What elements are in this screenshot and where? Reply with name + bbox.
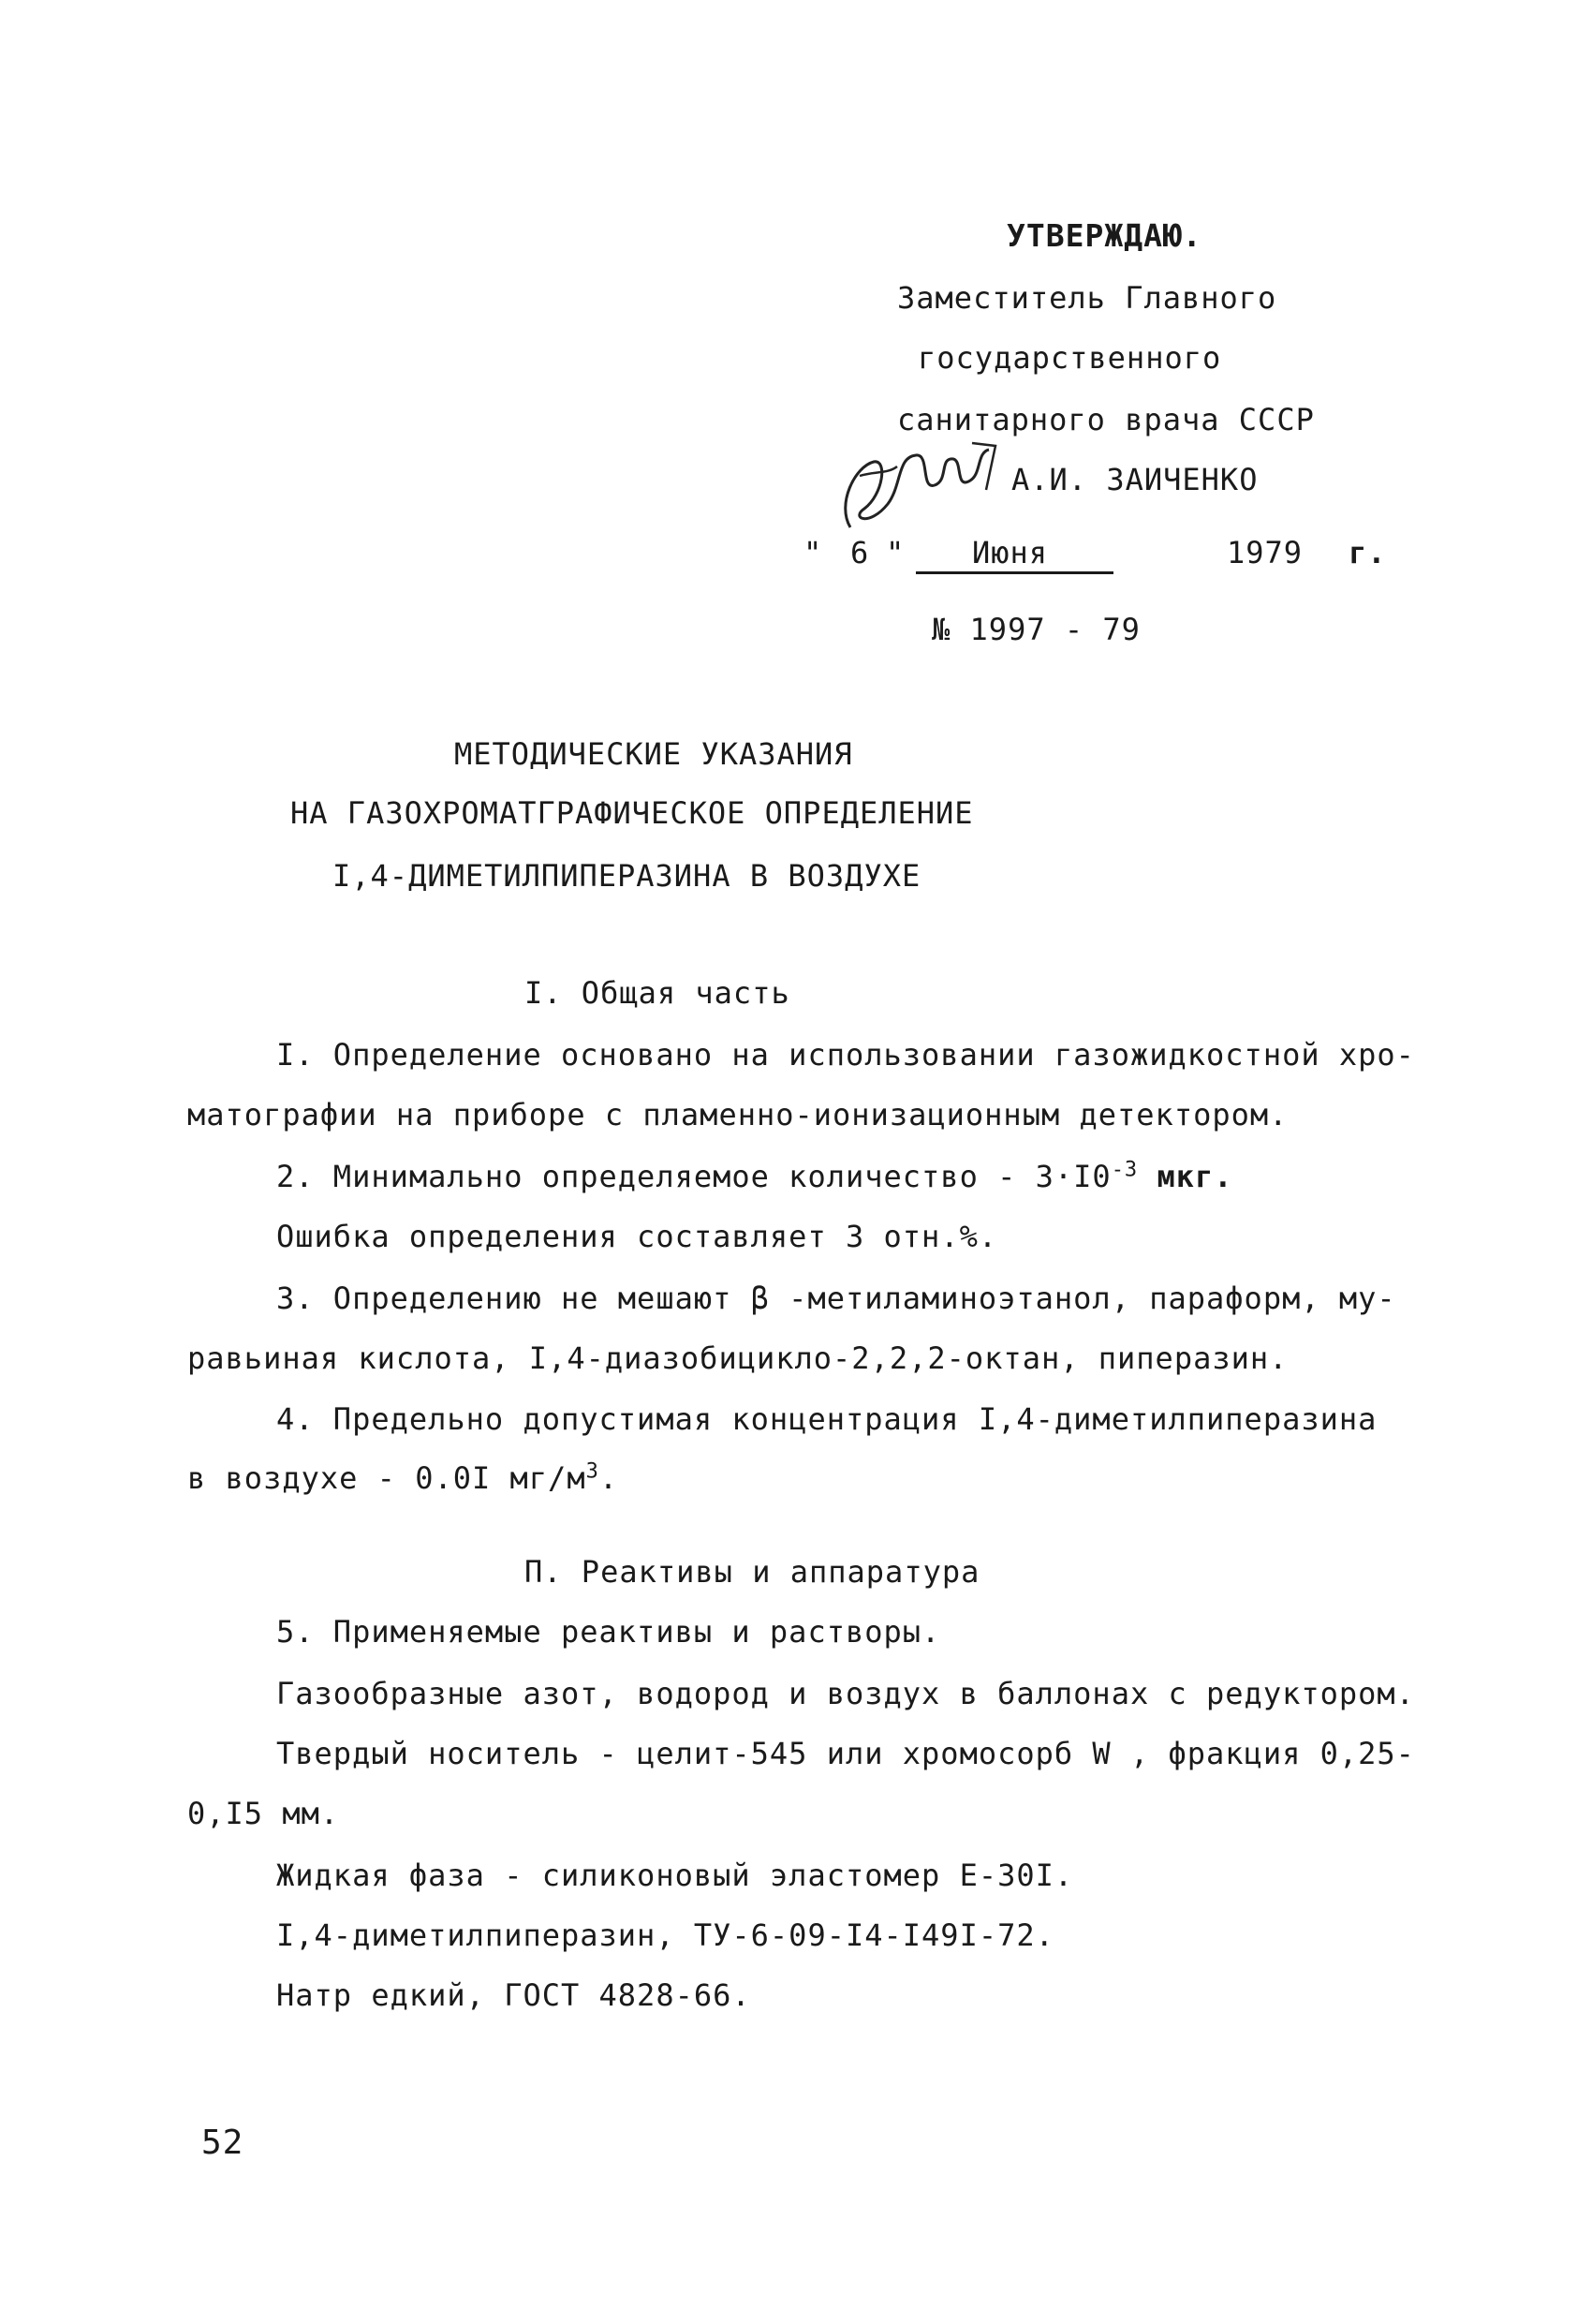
approve-word: УТВЕРЖДАЮ. — [1007, 217, 1202, 254]
p1-line-2: матографии на приборе с пламенно-ионизационным детектором. — [187, 1097, 1289, 1132]
date-month-line — [916, 534, 1113, 574]
date-quote-open: " — [803, 535, 823, 570]
p2-error: Ошибка определения составляет 3 отн.%. — [276, 1219, 998, 1254]
carrier-line-1: Твердый носитель - целит-545 или хромосорб W , фракция 0,25- — [276, 1736, 1415, 1771]
signature — [832, 438, 1019, 541]
p4-text: в воздухе - 0.0I мг/м — [187, 1460, 586, 1496]
p2-line — [276, 1158, 1233, 1195]
carrier-line-2: 0,I5 мм. — [187, 1796, 340, 1831]
p2-text: 2. Минимально определяемое количество - 3·I0 — [276, 1159, 1112, 1194]
approver-name: А.И. ЗАИЧЕНКО — [1011, 462, 1259, 497]
p4-line-1: 4. Предельно допустимая концентрация I,4-диметилпиперазина — [276, 1401, 1378, 1437]
reagent-line: I,4-диметилпиперазин, ТУ-6-09-I4-I49I-72. — [276, 1917, 1054, 1953]
gases-line: Газообразные азот, водород и воздух в баллонах с редуктором. — [276, 1676, 1415, 1711]
p5-line: 5. Применяемые реактивы и растворы. — [276, 1614, 941, 1650]
p4-line-2 — [187, 1459, 618, 1497]
p2-unit: мкг. — [1138, 1159, 1233, 1194]
p1-line-1: I. Определение основано на использовании газожидкостной хро- — [276, 1037, 1415, 1073]
p3-line-1: 3. Определению не мешают β -метиламиноэтанол, параформ, му- — [276, 1280, 1396, 1316]
title-line-2: НА ГАЗОХРОМАТГРАФИЧЕСКОЕ ОПРЕДЕЛЕНИЕ — [290, 795, 974, 831]
date-quote-close: " — [886, 535, 906, 570]
p4-period: . — [598, 1460, 619, 1496]
date-year-suffix: г. — [1349, 535, 1387, 570]
title-line-3: I,4-ДИМЕТИЛПИПЕРАЗИНА В ВОЗДУХЕ — [332, 858, 921, 894]
document-number: № 1997 - 79 — [932, 612, 1141, 647]
date-month: Июня — [916, 534, 1113, 574]
position-line-2: государственного — [918, 340, 1222, 376]
date-day: 6 — [850, 535, 870, 570]
page-number: 52 — [201, 2124, 244, 2162]
natr-line: Натр едкий, ГОСТ 4828-66. — [276, 1977, 751, 2013]
p4-exponent: 3 — [585, 1459, 599, 1484]
p3-line-2: равьиная кислота, I,4-диазобицикло-2,2,2-октан, пиперазин. — [187, 1340, 1289, 1376]
position-line-1: Заместитель Главного — [897, 280, 1277, 316]
section-1-heading: I. Общая часть — [524, 975, 790, 1011]
liquid-phase-line: Жидкая фаза - силиконовый эластомер Е-30I. — [276, 1858, 1074, 1893]
p2-exponent: -3 — [1111, 1158, 1139, 1182]
date-year: 1979 — [1227, 535, 1304, 570]
title-line-1: МЕТОДИЧЕСКИЕ УКАЗАНИЯ — [454, 736, 853, 772]
position-line-3: санитарного врача СССР — [897, 402, 1315, 437]
section-2-heading: П. Реактивы и аппаратура — [524, 1554, 980, 1590]
